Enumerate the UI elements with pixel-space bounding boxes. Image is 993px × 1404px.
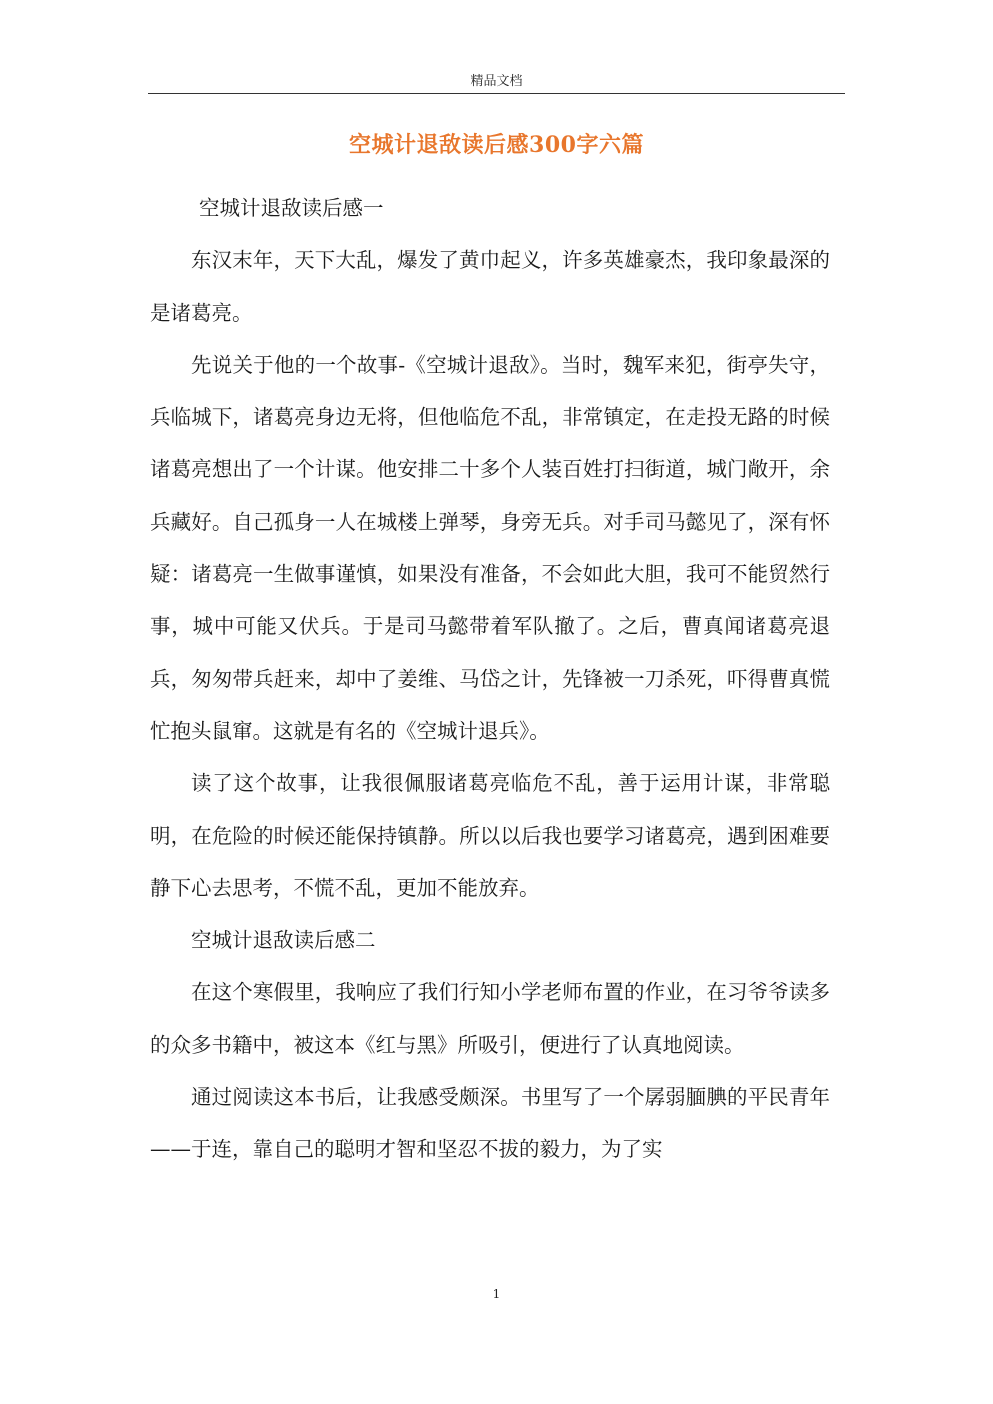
paragraph: 先说关于他的一个故事-《空城计退敌》。当时，魏军来犯，街亭失守，兵临城下，诸葛亮身边无将，但他临危不乱，非常镇定，在走投无路的时候诸葛亮想出了一个计谋。他安排二十多个人装百姓打扫街道，城门敞开，余兵藏好。自己孤身一人在城楼上弹琴，身旁无兵。对手司马懿见了，深有怀疑：诸葛亮一生做事谨慎，如果没有准备，不会如此大胆，我可不能贸然行事，城中可能又伏兵。于是司马懿带着军队撤了。之后，曹真闻诸葛亮退兵，匆匆带兵赶来，却中了姜维、马岱之计，先锋被一刀杀死，吓得曹真慌忙抱头鼠窜。这就是有名的《空城计退兵》。	[150, 352, 830, 743]
document-body	[150, 182, 830, 1176]
section-heading: 空城计退敌读后感二	[191, 928, 376, 953]
paragraph: 东汉末年，天下大乱，爆发了黄巾起义，许多英雄豪杰，我印象最深的是诸葛亮。	[150, 248, 830, 325]
paragraph: 在这个寒假里，我响应了我们行知小学老师布置的作业，在习爷爷读多的众多书籍中，被这本《红与黑》所吸引，便进行了认真地阅读。	[150, 980, 830, 1057]
page-header: 精品文档	[470, 74, 523, 89]
header-divider	[148, 93, 845, 94]
section-heading: 空城计退敌读后感一	[199, 196, 384, 220]
paragraph: 通过阅读这本书后，让我感受颇深。书里写了一个孱弱腼腆的平民青年——于连，靠自己的聪明才智和坚忍不拔的毅力，为了实	[150, 1085, 830, 1162]
paragraph: 读了这个故事，让我很佩服诸葛亮临危不乱，善于运用计谋，非常聪明，在危险的时候还能保持镇静。所以以后我也要学习诸葛亮，遇到困难要静下心去思考，不慌不乱，更加不能放弃。	[150, 771, 830, 900]
document-title: 空城计退敌读后感300字六篇	[349, 132, 644, 158]
page-number: 1	[492, 1287, 501, 1301]
